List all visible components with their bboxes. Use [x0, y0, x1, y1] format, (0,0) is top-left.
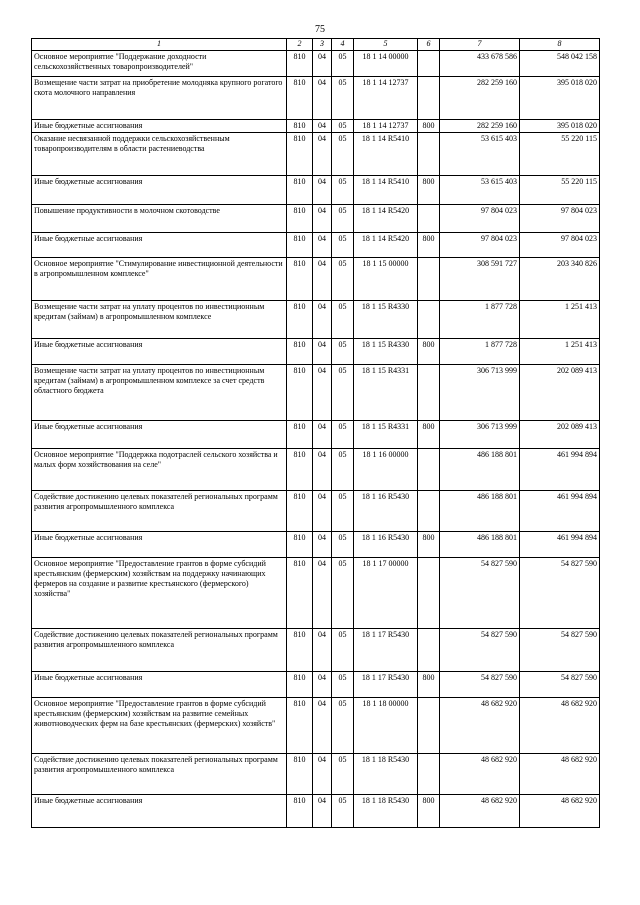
- cell-section: 04: [313, 301, 332, 339]
- cell-expense-type: [418, 258, 440, 301]
- cell-admin-code: 810: [287, 754, 313, 795]
- cell-target-article: 18 1 14 R5420: [354, 233, 418, 258]
- cell-amount-year-1: 97 804 023: [440, 205, 520, 233]
- cell-expense-type: 800: [418, 672, 440, 698]
- cell-amount-year-2: 55 220 115: [520, 176, 600, 205]
- cell-section: 04: [313, 365, 332, 421]
- cell-amount-year-1: 486 188 801: [440, 532, 520, 558]
- cell-subsection: 05: [332, 795, 354, 828]
- cell-target-article: 18 1 18 R5430: [354, 795, 418, 828]
- cell-target-article: 18 1 16 00000: [354, 449, 418, 491]
- cell-description: Иные бюджетные ассигнования: [32, 795, 287, 828]
- cell-target-article: 18 1 16 R5430: [354, 532, 418, 558]
- table-row: [32, 205, 600, 233]
- cell-section: 04: [313, 449, 332, 491]
- cell-admin-code: 810: [287, 176, 313, 205]
- cell-amount-year-1: 54 827 590: [440, 558, 520, 629]
- cell-subsection: 05: [332, 672, 354, 698]
- cell-amount-year-1: 486 188 801: [440, 491, 520, 532]
- cell-admin-code: 810: [287, 698, 313, 754]
- cell-amount-year-2: 48 682 920: [520, 754, 600, 795]
- cell-section: 04: [313, 421, 332, 449]
- cell-amount-year-2: 1 251 413: [520, 339, 600, 365]
- cell-amount-year-1: 306 713 999: [440, 365, 520, 421]
- cell-description: Содействие достижению целевых показателей региональных программ развития агропромышленного комплекса: [32, 629, 287, 672]
- column-header: 3: [313, 39, 332, 51]
- cell-target-article: 18 1 18 00000: [354, 698, 418, 754]
- table-row: [32, 629, 600, 672]
- cell-description: Основное мероприятие "Предоставление грантов в форме субсидий крестьянским (фермерским) хозяйствам на поддержку начинающих фермеров на создание и развитие крестьянского (фермерского) хозяйства": [32, 558, 287, 629]
- cell-amount-year-1: 1 877 728: [440, 301, 520, 339]
- cell-amount-year-1: 53 615 403: [440, 176, 520, 205]
- cell-admin-code: 810: [287, 205, 313, 233]
- page-number: 75: [315, 24, 325, 35]
- cell-expense-type: [418, 629, 440, 672]
- cell-amount-year-1: 54 827 590: [440, 672, 520, 698]
- table-row: [32, 365, 600, 421]
- cell-subsection: 05: [332, 258, 354, 301]
- cell-expense-type: [418, 205, 440, 233]
- cell-admin-code: 810: [287, 532, 313, 558]
- column-header: 5: [354, 39, 418, 51]
- cell-description: Иные бюджетные ассигнования: [32, 120, 287, 133]
- cell-description: Иные бюджетные ассигнования: [32, 176, 287, 205]
- table-row: [32, 258, 600, 301]
- cell-target-article: 18 1 15 R4331: [354, 365, 418, 421]
- table-row: [32, 176, 600, 205]
- cell-section: 04: [313, 339, 332, 365]
- cell-description: Иные бюджетные ассигнования: [32, 672, 287, 698]
- cell-admin-code: 810: [287, 558, 313, 629]
- cell-admin-code: 810: [287, 491, 313, 532]
- table-row: [32, 421, 600, 449]
- cell-target-article: 18 1 14 R5410: [354, 133, 418, 176]
- table-row: [32, 133, 600, 176]
- cell-target-article: 18 1 14 R5420: [354, 205, 418, 233]
- cell-subsection: 05: [332, 339, 354, 365]
- cell-admin-code: 810: [287, 258, 313, 301]
- cell-amount-year-1: 433 678 586: [440, 51, 520, 77]
- cell-subsection: 05: [332, 754, 354, 795]
- cell-description: Иные бюджетные ассигнования: [32, 339, 287, 365]
- cell-amount-year-1: 48 682 920: [440, 795, 520, 828]
- table-body: [32, 51, 600, 828]
- cell-target-article: 18 1 15 R4331: [354, 421, 418, 449]
- cell-amount-year-1: 1 877 728: [440, 339, 520, 365]
- cell-section: 04: [313, 120, 332, 133]
- cell-expense-type: 800: [418, 233, 440, 258]
- cell-amount-year-1: 486 188 801: [440, 449, 520, 491]
- cell-amount-year-1: 282 259 160: [440, 77, 520, 120]
- cell-section: 04: [313, 133, 332, 176]
- cell-admin-code: 810: [287, 301, 313, 339]
- cell-admin-code: 810: [287, 365, 313, 421]
- table-row: [32, 491, 600, 532]
- cell-target-article: 18 1 17 R5430: [354, 629, 418, 672]
- cell-description: Иные бюджетные ассигнования: [32, 421, 287, 449]
- cell-target-article: 18 1 14 R5410: [354, 176, 418, 205]
- cell-expense-type: [418, 51, 440, 77]
- table-row: [32, 233, 600, 258]
- cell-expense-type: [418, 698, 440, 754]
- cell-amount-year-2: 48 682 920: [520, 698, 600, 754]
- table-row: [32, 558, 600, 629]
- cell-subsection: 05: [332, 301, 354, 339]
- cell-admin-code: 810: [287, 449, 313, 491]
- cell-expense-type: [418, 558, 440, 629]
- cell-subsection: 05: [332, 120, 354, 133]
- cell-amount-year-1: 282 259 160: [440, 120, 520, 133]
- cell-section: 04: [313, 672, 332, 698]
- cell-amount-year-2: 203 340 826: [520, 258, 600, 301]
- cell-description: Оказание несвязанной поддержки сельскохозяйственным товаропроизводителям в области растениеводства: [32, 133, 287, 176]
- cell-target-article: 18 1 14 00000: [354, 51, 418, 77]
- cell-subsection: 05: [332, 558, 354, 629]
- column-header: 4: [332, 39, 354, 51]
- cell-target-article: 18 1 15 R4330: [354, 301, 418, 339]
- cell-target-article: 18 1 15 R4330: [354, 339, 418, 365]
- cell-expense-type: [418, 301, 440, 339]
- cell-subsection: 05: [332, 233, 354, 258]
- table-row: [32, 532, 600, 558]
- cell-expense-type: [418, 449, 440, 491]
- cell-description: Иные бюджетные ассигнования: [32, 532, 287, 558]
- cell-amount-year-1: 53 615 403: [440, 133, 520, 176]
- cell-section: 04: [313, 698, 332, 754]
- cell-subsection: 05: [332, 491, 354, 532]
- table-row: [32, 301, 600, 339]
- cell-admin-code: 810: [287, 795, 313, 828]
- cell-expense-type: 800: [418, 339, 440, 365]
- cell-description: Основное мероприятие "Стимулирование инвестиционной деятельности в агропромышленном комплексе": [32, 258, 287, 301]
- cell-section: 04: [313, 795, 332, 828]
- cell-admin-code: 810: [287, 233, 313, 258]
- cell-amount-year-2: 54 827 590: [520, 558, 600, 629]
- cell-section: 04: [313, 233, 332, 258]
- column-header: 1: [32, 39, 287, 51]
- cell-admin-code: 810: [287, 77, 313, 120]
- cell-admin-code: 810: [287, 120, 313, 133]
- cell-expense-type: [418, 491, 440, 532]
- cell-description: Возмещение части затрат на уплату процентов по инвестиционным кредитам (займам) в агропромышленном комплексе за счет средств областного бюджета: [32, 365, 287, 421]
- cell-section: 04: [313, 205, 332, 233]
- cell-expense-type: 800: [418, 532, 440, 558]
- cell-expense-type: [418, 133, 440, 176]
- cell-amount-year-2: 54 827 590: [520, 672, 600, 698]
- cell-expense-type: 800: [418, 176, 440, 205]
- table-row: [32, 795, 600, 828]
- table-row: [32, 449, 600, 491]
- cell-subsection: 05: [332, 698, 354, 754]
- cell-target-article: 18 1 17 00000: [354, 558, 418, 629]
- cell-amount-year-2: 54 827 590: [520, 629, 600, 672]
- cell-section: 04: [313, 491, 332, 532]
- cell-subsection: 05: [332, 449, 354, 491]
- cell-subsection: 05: [332, 77, 354, 120]
- cell-amount-year-2: 395 018 020: [520, 120, 600, 133]
- cell-section: 04: [313, 532, 332, 558]
- cell-amount-year-2: 1 251 413: [520, 301, 600, 339]
- cell-amount-year-2: 461 994 894: [520, 449, 600, 491]
- table-row: [32, 77, 600, 120]
- cell-description: Возмещение части затрат на уплату процентов по инвестиционным кредитам (займам) в агропромышленном комплексе: [32, 301, 287, 339]
- cell-description: Содействие достижению целевых показателей региональных программ развития агропромышленного комплекса: [32, 491, 287, 532]
- cell-subsection: 05: [332, 532, 354, 558]
- table-row: [32, 339, 600, 365]
- cell-amount-year-2: 97 804 023: [520, 205, 600, 233]
- cell-amount-year-2: 461 994 894: [520, 491, 600, 532]
- column-header: 8: [520, 39, 600, 51]
- cell-amount-year-1: 308 591 727: [440, 258, 520, 301]
- cell-amount-year-2: 202 089 413: [520, 365, 600, 421]
- cell-target-article: 18 1 14 12737: [354, 77, 418, 120]
- cell-section: 04: [313, 558, 332, 629]
- cell-admin-code: 810: [287, 133, 313, 176]
- cell-description: Основное мероприятие "Поддержка подотраслей сельского хозяйства и малых форм хозяйствования на селе": [32, 449, 287, 491]
- column-header: 2: [287, 39, 313, 51]
- cell-amount-year-2: 461 994 894: [520, 532, 600, 558]
- cell-subsection: 05: [332, 51, 354, 77]
- cell-target-article: 18 1 14 12737: [354, 120, 418, 133]
- cell-expense-type: [418, 754, 440, 795]
- cell-section: 04: [313, 258, 332, 301]
- column-header: 6: [418, 39, 440, 51]
- cell-amount-year-2: 97 804 023: [520, 233, 600, 258]
- cell-description: Возмещение части затрат на приобретение молодняка крупного рогатого скота молочного направления: [32, 77, 287, 120]
- cell-expense-type: [418, 365, 440, 421]
- cell-target-article: 18 1 18 R5430: [354, 754, 418, 795]
- cell-target-article: 18 1 16 R5430: [354, 491, 418, 532]
- table-row: [32, 120, 600, 133]
- cell-section: 04: [313, 51, 332, 77]
- cell-description: Иные бюджетные ассигнования: [32, 233, 287, 258]
- cell-description: Повышение продуктивности в молочном скотоводстве: [32, 205, 287, 233]
- cell-amount-year-1: 48 682 920: [440, 698, 520, 754]
- cell-amount-year-2: 202 089 413: [520, 421, 600, 449]
- cell-subsection: 05: [332, 629, 354, 672]
- cell-description: Основное мероприятие "Предоставление грантов в форме субсидий крестьянским (фермерским) хозяйствам на развитие семейных животноводческих ферм на базе крестьянских (фермерских) хозяйств": [32, 698, 287, 754]
- cell-amount-year-1: 306 713 999: [440, 421, 520, 449]
- cell-admin-code: 810: [287, 629, 313, 672]
- cell-description: Основное мероприятие "Поддержание доходности сельскохозяйственных товаропроизводителей": [32, 51, 287, 77]
- cell-subsection: 05: [332, 421, 354, 449]
- cell-expense-type: 800: [418, 795, 440, 828]
- column-header: 7: [440, 39, 520, 51]
- table-row: [32, 51, 600, 77]
- cell-subsection: 05: [332, 176, 354, 205]
- cell-expense-type: [418, 77, 440, 120]
- table-row: [32, 698, 600, 754]
- cell-section: 04: [313, 77, 332, 120]
- cell-amount-year-1: 97 804 023: [440, 233, 520, 258]
- cell-admin-code: 810: [287, 672, 313, 698]
- cell-expense-type: 800: [418, 421, 440, 449]
- cell-amount-year-1: 54 827 590: [440, 629, 520, 672]
- cell-section: 04: [313, 176, 332, 205]
- cell-amount-year-2: 55 220 115: [520, 133, 600, 176]
- cell-amount-year-2: 48 682 920: [520, 795, 600, 828]
- cell-target-article: 18 1 15 00000: [354, 258, 418, 301]
- cell-section: 04: [313, 754, 332, 795]
- budget-table: [31, 38, 600, 828]
- cell-description: Содействие достижению целевых показателей региональных программ развития агропромышленного комплекса: [32, 754, 287, 795]
- cell-amount-year-2: 395 018 020: [520, 77, 600, 120]
- cell-admin-code: 810: [287, 51, 313, 77]
- table-header-row: [32, 39, 600, 51]
- cell-subsection: 05: [332, 205, 354, 233]
- table-row: [32, 672, 600, 698]
- cell-subsection: 05: [332, 133, 354, 176]
- cell-admin-code: 810: [287, 339, 313, 365]
- cell-amount-year-2: 548 042 158: [520, 51, 600, 77]
- cell-amount-year-1: 48 682 920: [440, 754, 520, 795]
- cell-section: 04: [313, 629, 332, 672]
- cell-target-article: 18 1 17 R5430: [354, 672, 418, 698]
- cell-admin-code: 810: [287, 421, 313, 449]
- cell-expense-type: 800: [418, 120, 440, 133]
- table-row: [32, 754, 600, 795]
- cell-subsection: 05: [332, 365, 354, 421]
